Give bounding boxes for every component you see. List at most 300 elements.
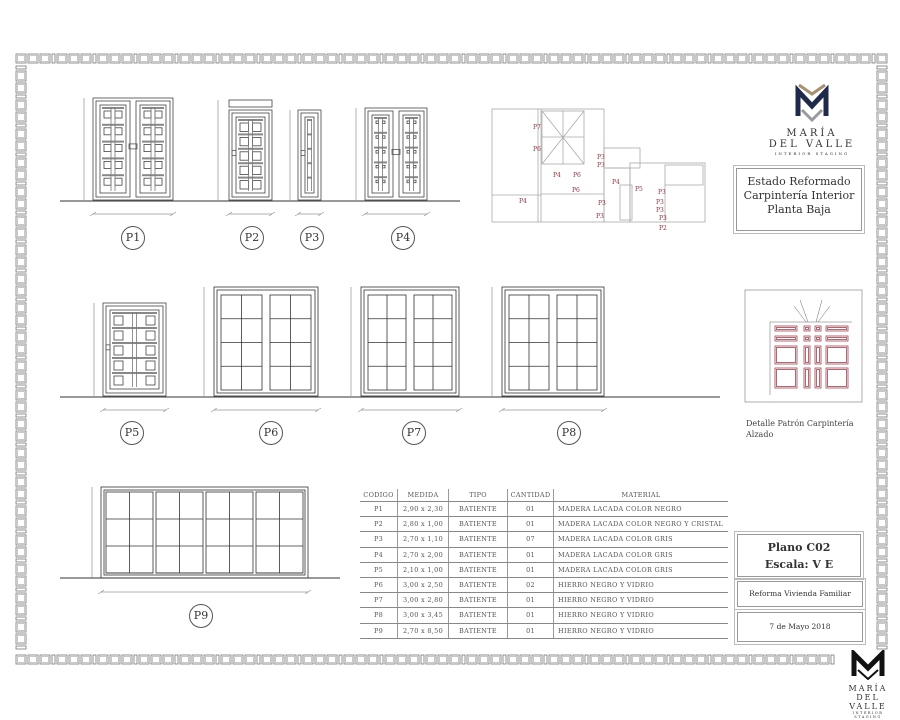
border-tile [16,95,26,98]
floorplan-door-label: P4 [612,179,620,186]
detail-panel [826,336,848,341]
header-cantidad: CANTIDAD [508,489,554,501]
detail-panel [828,370,847,387]
detail-panel [817,338,820,340]
panel-bar [374,161,387,163]
border-tile [879,85,886,92]
border-tile [18,85,25,92]
line-work [253,181,261,189]
line-work [240,137,248,145]
border-tile [18,160,25,167]
floorplan-door-label: P2 [659,225,667,232]
border-tile [879,549,886,556]
line-work [115,178,122,185]
border-tile [657,56,664,62]
brand-logo [762,82,862,156]
table-cell: 3,00 x 2,80 [398,593,449,607]
border-tile [534,56,541,62]
border-tile [877,66,887,69]
table-cell: P8 [360,608,398,622]
border-tile [247,56,254,62]
table-cell: 01 [508,502,554,516]
border-tile [551,56,558,62]
border-tile [821,56,828,62]
border-tile [440,56,447,62]
border-tile [18,537,25,544]
table-cell: 2,10 x 1,00 [398,563,449,577]
table-cell: BATIENTE [449,593,508,607]
line-work [240,123,248,131]
border-tile [194,56,201,62]
border-tile [879,566,886,573]
table-cell: 01 [508,608,554,622]
border-tile [257,655,260,664]
border-tile [616,657,623,663]
table-cell: 2,70 x 1,10 [398,532,449,546]
monogram-icon-footer [838,650,898,680]
detail-panel [804,326,810,331]
table-row [360,624,728,639]
border-tile [877,327,887,330]
table-cell: 2,70 x 8,50 [398,624,449,638]
border-tile [18,230,25,237]
table-row [360,578,728,593]
border-tile [708,54,711,63]
detail-panel [775,368,797,388]
door-tag-p4: P4 [391,226,415,250]
floorplan [604,168,630,222]
table-cell: P9 [360,624,398,638]
border-tile [18,433,25,440]
table-cell: MADERA LACADA COLOR GRIS [558,550,673,559]
border-tile [18,143,25,150]
border-tile [399,56,406,62]
border-tile [877,240,887,243]
border-tile [534,657,541,663]
border-tile [877,95,887,98]
line-work [104,490,305,575]
border-tile [879,276,886,283]
border-tile [469,657,476,663]
border-tile [493,657,500,663]
border-tile [493,56,500,62]
border-tile [18,421,25,428]
line-work [232,113,269,197]
line-work [364,290,456,393]
border-tile [462,655,465,664]
floorplan-door-label: P6 [572,187,580,194]
border-tile [18,172,25,179]
border-tile [387,56,394,62]
border-tile [112,657,119,663]
border-tile [370,56,377,62]
border-tile [288,56,295,62]
header-medida: MEDIDA [398,489,449,501]
detail-panel [777,338,796,340]
detail-panel [806,348,809,363]
line-work [144,178,151,185]
border-tile [877,269,887,272]
border-tile [879,363,886,370]
border-tile [879,189,886,196]
border-tile [481,657,488,663]
border-tile [421,655,424,664]
border-tile [18,607,25,614]
border-tile [879,334,886,341]
floorplan-door-label: P6 [533,146,541,153]
border-tile [16,153,26,156]
detail-caption [746,418,854,440]
floorplan-door-label: P3 [598,200,606,207]
table-cell: BATIENTE [449,624,508,638]
border-tile [626,655,629,664]
title-line3: Planta Baja [767,203,831,216]
floorplan-door-label: P3 [658,189,666,196]
border-tile [235,657,242,663]
border-tile [522,657,529,663]
border-tile [877,472,887,475]
border-tile [510,657,517,663]
panel-bar [142,141,164,143]
line-work [136,101,170,197]
panel-bar [405,132,418,134]
table-cell: BATIENTE [449,502,508,516]
panel-bar [374,176,387,178]
border-tile [563,56,570,62]
border-tile [18,189,25,196]
line-work [106,306,163,393]
panel-bar [238,148,263,150]
border-tile [674,56,681,62]
table-cell: P3 [360,532,398,546]
panel-bar [102,107,124,109]
border-tile [469,56,476,62]
border-tile [877,617,887,620]
table-cell: BATIENTE [449,563,508,577]
door-tag-p2: P2 [240,226,264,250]
border-tile [877,443,887,446]
border-tile [727,56,734,62]
border-tile [30,657,37,663]
detail-panel [817,348,820,363]
table-cell: HIERRO NEGRO Y VIDRIO [558,626,654,635]
border-tile [16,443,26,446]
border-tile [18,346,25,353]
panel-bar [374,117,387,119]
detail-panel [804,346,810,364]
border-tile [370,657,377,663]
border-tile [59,657,66,663]
panel-bar [112,312,157,314]
door-p9-elevation [101,487,308,578]
door-tag-p8: P8 [557,421,581,445]
table-cell: 2,80 x 1,00 [398,517,449,531]
table-cell: BATIENTE [449,608,508,622]
border-tile [16,327,26,330]
border-tile [380,655,383,664]
door-p8-elevation [502,287,604,396]
border-tile [16,211,26,214]
border-tile [809,657,816,663]
detail-panel [804,336,810,341]
border-tile [428,657,435,663]
border-tile [52,54,55,63]
table-cell: 01 [508,517,554,531]
panel-bar [405,161,418,163]
border-tile [329,657,336,663]
border-tile [831,54,834,63]
border-tile [503,54,506,63]
border-tile [604,56,611,62]
border-tile [575,657,582,663]
border-tile [30,56,37,62]
table-row [360,563,728,578]
border-tile [879,607,886,614]
border-tile [715,56,722,62]
detail-panel [828,348,847,363]
border-tile [592,657,599,663]
line-work [253,152,261,160]
border-tile [18,508,25,515]
table-cell: HIERRO NEGRO Y VIDRIO [558,596,654,605]
border-tile [18,363,25,370]
line-work [372,115,389,193]
border-tile [206,56,213,62]
door-tag-p7: P7 [402,421,426,445]
border-tile [18,276,25,283]
border-tile [879,421,886,428]
border-tile [16,472,26,475]
border-tile [52,655,55,664]
border-tile [16,559,26,562]
panel-bar [102,174,124,176]
border-tile [399,657,406,663]
border-tile [462,54,465,63]
border-tile [879,450,886,457]
line-work [144,128,151,135]
table-cell: P7 [360,593,398,607]
border-tile [276,56,283,62]
panel-bar [142,107,164,109]
line-work [96,101,130,197]
detail-panel [806,338,809,340]
table-cell: 3,00 x 3,45 [398,608,449,622]
panel-bar [405,147,418,149]
border-tile [481,56,488,62]
detail-panel [815,326,821,331]
border-tile [216,54,219,63]
border-tile [18,404,25,411]
door-handle-icon [106,345,110,350]
border-tile [877,124,887,127]
border-tile [83,657,90,663]
table-cell: 01 [508,548,554,562]
border-tile [16,385,26,388]
panel-bar [102,157,124,159]
border-tile [879,392,886,399]
border-tile [298,54,301,63]
line-work [144,111,151,118]
line-work [240,152,248,160]
border-tile [247,657,254,663]
border-tile [329,56,336,62]
project-box [737,581,863,607]
detail-panel [817,328,820,330]
table-cell: MADERA LACADA COLOR NEGRO Y CRISTAL [558,520,724,529]
panel-bar [142,124,164,126]
title-line1: Estado Reformado [747,175,851,188]
border-tile [879,114,886,121]
line-work [114,316,123,325]
table-cell: MADERA LACADA COLOR NEGRO [558,505,682,514]
header-tipo: TIPO [449,489,508,501]
line-work [104,161,111,168]
door-p2-elevation [229,110,272,200]
border-tile [358,56,365,62]
border-tile [223,657,230,663]
line-work [253,166,261,174]
border-tile [686,56,693,62]
border-tile [18,131,25,138]
border-tile [809,56,816,62]
panel-bar [142,174,164,176]
brand-tagline: INTERIOR STAGING [774,151,850,156]
border-tile [16,530,26,533]
footer-brand-line1: MARÍA [848,684,888,693]
detail-panel [828,338,847,340]
line-work [104,145,111,152]
border-tile [339,655,342,664]
border-tile [141,657,148,663]
table-cell: 01 [508,624,554,638]
panel-bar [102,124,124,126]
line-work [146,376,155,385]
brand-name-line1: MARÍA [786,128,838,139]
border-tile [879,73,886,80]
border-tile [141,56,148,62]
line-work [146,346,155,355]
detail-panel [775,326,797,331]
detail-panel [826,326,848,331]
border-tile [645,657,652,663]
floorplan-door-label: P7 [533,124,541,131]
table-cell: 2,90 x 2,30 [398,502,449,516]
border-tile [216,655,219,664]
detail-caption-line2: Alzado [746,430,774,439]
border-tile [879,288,886,295]
panel-bar [374,132,387,134]
border-tile [18,259,25,266]
line-work [104,178,111,185]
line-work [114,346,123,355]
border-tile [18,657,25,663]
border-tile [879,102,886,109]
border-tile [790,54,793,63]
plan-number-box [737,534,861,577]
floorplan-door-label: P3 [596,213,604,220]
border-tile [18,549,25,556]
table-cell: 02 [508,578,554,592]
border-tile [16,124,26,127]
border-tile [16,646,26,649]
border-tile [16,414,26,417]
table-cell: 3,00 x 2,50 [398,578,449,592]
line-work [240,166,248,174]
floorplan-door-label: P4 [519,198,527,205]
line-work [794,306,806,322]
border-tile [18,462,25,469]
border-tile [626,54,629,63]
border-tile [879,259,886,266]
border-tile [510,56,517,62]
border-tile [18,636,25,643]
border-tile [850,56,857,62]
door-p7-elevation [361,287,459,396]
border-tile [153,56,160,62]
line-work [155,111,162,118]
border-tile [879,346,886,353]
line-work [104,128,111,135]
door-tag-p3: P3 [300,226,324,250]
border-tile [877,646,887,649]
line-work [104,111,111,118]
border-tile [879,201,886,208]
floorplan-door-label: P3 [597,154,605,161]
line-work [665,165,703,185]
door-tag-p1: P1 [121,226,145,250]
header-material: MATERIAL [621,491,661,499]
plan-number: Plano C02 [767,541,831,554]
floorplan [604,148,640,168]
panel-bar [102,141,124,143]
border-tile [18,624,25,631]
border-tile [879,317,886,324]
border-tile [16,269,26,272]
date-box [737,612,863,642]
border-tile [93,54,96,63]
border-tile [18,102,25,109]
line-work [301,113,318,197]
border-tile [175,655,178,664]
border-tile [100,56,107,62]
line-work [115,145,122,152]
border-tile [749,54,752,63]
table-cell: P6 [360,578,398,592]
panel-bar [238,133,263,135]
border-tile [288,657,295,663]
line-work [114,376,123,385]
detail-panel [815,346,821,364]
border-tile [708,655,711,664]
border-tile [739,657,746,663]
line-work [110,310,159,389]
line-work [115,111,122,118]
floorplan-door-label: P4 [553,172,561,179]
door-p5-elevation [103,303,166,396]
border-tile [387,657,394,663]
door-p3-elevation [298,110,321,200]
detail-panel [826,368,848,388]
border-tile [879,172,886,179]
border-tile [298,655,301,664]
border-tile [452,56,459,62]
border-tile [551,657,558,663]
border-tile [698,56,705,62]
border-tile [879,247,886,254]
border-tile [686,657,693,663]
border-tile [16,182,26,185]
border-tile [879,462,886,469]
